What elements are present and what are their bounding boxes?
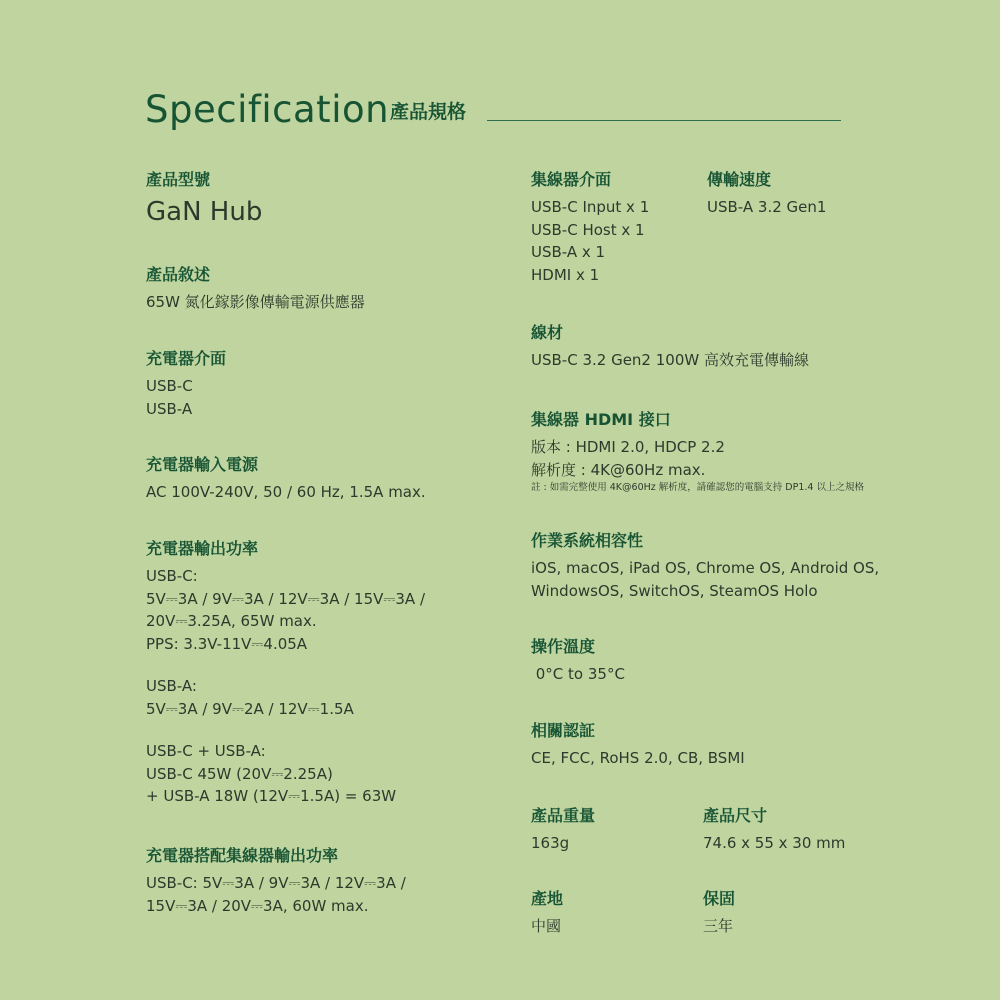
size-value: 74.6 x 55 x 30 mm xyxy=(703,834,846,852)
speed-label: 傳輸速度 xyxy=(707,170,772,189)
hub-ports-label: 集線器介面 xyxy=(531,170,612,189)
model-label: 產品型號 xyxy=(146,170,211,189)
warranty-value: 三年 xyxy=(703,917,734,935)
charger-output-combo xyxy=(146,740,425,808)
temperature-value: 0°C to 35°C xyxy=(531,665,625,683)
charger-port-line: USB-C xyxy=(146,377,193,395)
weight-label: 產品重量 xyxy=(531,806,596,825)
output-line: USB-C: xyxy=(146,567,198,585)
output-line: 20V⎓3.25A, 65W max. xyxy=(146,612,317,630)
output-line: + USB-A 18W (12V⎓1.5A) = 63W xyxy=(146,787,397,805)
hdmi-line: 解析度 : 4K@60Hz max. xyxy=(531,460,706,479)
weight-value: 163g xyxy=(531,834,570,852)
spec-os xyxy=(531,531,879,602)
charger-port-line: USB-A xyxy=(146,399,193,418)
title-divider xyxy=(487,120,841,121)
spec-weight xyxy=(531,806,595,855)
model-value: GaN Hub xyxy=(146,197,263,227)
temperature-label: 操作溫度 xyxy=(531,637,596,656)
hdmi-values xyxy=(531,436,864,481)
os-line: iOS, macOS, iPad OS, Chrome OS, Android OS, xyxy=(531,559,880,577)
charger-input-label: 充電器輸入電源 xyxy=(146,455,259,474)
spec-origin xyxy=(531,889,563,938)
speed-value: USB-A 3.2 Gen1 xyxy=(707,198,827,216)
charger-ports-label: 充電器介面 xyxy=(146,349,227,368)
spec-charger-with-hub xyxy=(146,846,406,917)
os-values xyxy=(531,557,879,602)
spec-warranty xyxy=(703,889,735,938)
origin-label: 產地 xyxy=(531,889,564,908)
spec-description xyxy=(146,265,365,314)
page-title: Specification xyxy=(145,88,390,131)
hub-output-line: 15V⎓3A / 20V⎓3A, 60W max. xyxy=(146,896,369,915)
description-value: 65W 氮化鎵影像傳輸電源供應器 xyxy=(146,293,365,311)
hub-port-line: USB-C Host x 1 xyxy=(531,220,645,239)
spec-certification xyxy=(531,721,745,770)
hub-output-line: USB-C: 5V⎓3A / 9V⎓3A / 12V⎓3A / xyxy=(146,874,406,892)
cable-label: 線材 xyxy=(531,323,564,342)
hub-port-line: USB-C Input x 1 xyxy=(531,198,650,216)
output-line: USB-C 45W (20V⎓2.25A) xyxy=(146,764,333,783)
charger-output-label: 充電器輸出功率 xyxy=(146,539,259,558)
hub-port-line: USB-A x 1 xyxy=(531,243,606,261)
charger-output-usbc xyxy=(146,565,425,655)
hub-port-line: HDMI x 1 xyxy=(531,265,600,284)
charger-input-value: AC 100V-240V, 50 / 60 Hz, 1.5A max. xyxy=(146,483,426,501)
hub-ports-values xyxy=(531,196,649,286)
charger-with-hub-label: 充電器搭配集線器輸出功率 xyxy=(146,846,339,865)
spec-model xyxy=(146,170,262,228)
cable-value: USB-C 3.2 Gen2 100W 高效充電傳輸線 xyxy=(531,351,809,369)
output-line: USB-A: xyxy=(146,677,197,695)
size-label: 產品尺寸 xyxy=(703,806,768,825)
hdmi-footnote: 註 : 如需完整使用 4K@60Hz 解析度，請確認您的電腦支持 DP1.4 以上之規格 xyxy=(531,482,864,493)
spec-size xyxy=(703,806,845,855)
spec-charger-ports xyxy=(146,349,226,420)
spec-speed xyxy=(707,170,826,219)
certification-label: 相關認証 xyxy=(531,721,596,740)
output-line: 5V⎓3A / 9V⎓3A / 12V⎓3A / 15V⎓3A / xyxy=(146,589,425,608)
os-label: 作業系統相容性 xyxy=(531,531,644,550)
os-line: WindowsOS, SwitchOS, SteamOS Holo xyxy=(531,581,818,600)
origin-value: 中國 xyxy=(531,917,562,935)
spec-temperature xyxy=(531,637,625,686)
output-line: USB-C + USB-A: xyxy=(146,742,266,760)
output-line: 5V⎓3A / 9V⎓2A / 12V⎓1.5A xyxy=(146,699,354,718)
spec-cable xyxy=(531,323,809,372)
spec-hdmi xyxy=(531,410,864,495)
spec-header xyxy=(145,86,845,136)
certification-value: CE, FCC, RoHS 2.0, CB, BSMI xyxy=(531,749,745,767)
charger-with-hub-values xyxy=(146,872,406,917)
charger-output-usba xyxy=(146,675,425,720)
spec-hub-ports xyxy=(531,170,649,286)
hdmi-line: 版本 : HDMI 2.0, HDCP 2.2 xyxy=(531,438,725,456)
spec-charger-input xyxy=(146,455,426,504)
warranty-label: 保固 xyxy=(703,889,736,908)
hdmi-label: 集線器 HDMI 接口 xyxy=(531,410,671,429)
page-subtitle: 產品規格 xyxy=(390,101,467,123)
charger-ports-values xyxy=(146,375,226,420)
description-label: 產品敘述 xyxy=(146,265,211,284)
output-line: PPS: 3.3V-11V⎓4.05A xyxy=(146,634,308,653)
spec-charger-output xyxy=(146,539,425,808)
